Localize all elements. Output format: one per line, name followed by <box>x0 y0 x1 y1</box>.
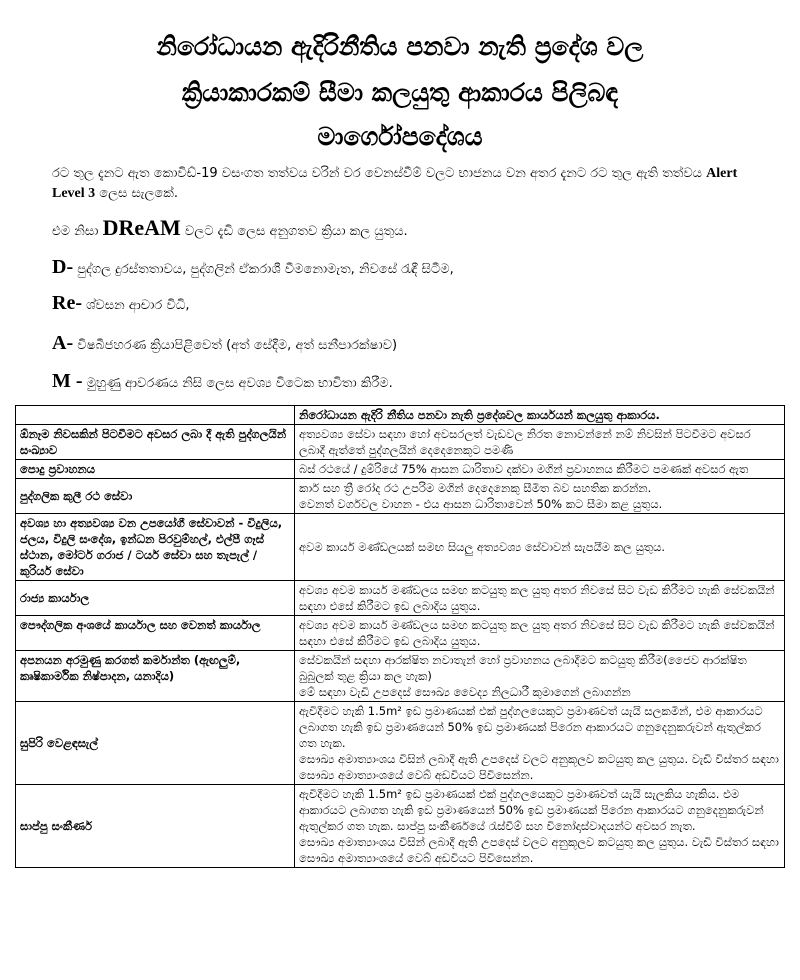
dream-word: DReAM <box>102 215 181 240</box>
dream-text: ශ්වසන ආචාර විධි, <box>81 298 190 313</box>
rule-line: සෞඛ්‍ය අමාත්‍යාංශය විසින් ලබාදී ඇති උපදෙස් වලට අනුකූලව කටයුතු කල යුතුය. වැඩි විස්තර සඳහා සෞඛ්‍ය අමාත්‍යාංශයේ වෙබ් අඩවියට පිවිසෙන්න. <box>299 752 779 782</box>
table-row <box>16 581 785 616</box>
dream-key: A- <box>52 332 74 354</box>
rule-line: අවශ්‍ය අවම කාර්ය මණ්ඩලය සමඟ කටයුතු කල යුතු අතර නිවසේ සිට වැඩ කිරීමට හැකි සේවකයින් සඳහා එසේ කිරීමට ඉඩ ලබාදිය යුතුය. <box>299 618 775 648</box>
rule-cell <box>295 479 785 514</box>
rule-cell <box>295 702 785 785</box>
dream-text: විෂබීජහරණ ක්‍රියාපිළිවෙත් (අත් සේදීම, අත් සනීපාරක්ෂාව) <box>73 338 398 353</box>
rule-cell <box>295 651 785 702</box>
table-row <box>16 425 785 460</box>
rule-line: මේ සඳහා වැඩි උපදෙස් සෞඛ්‍ය වෛද්‍ය නිලධාරී කුමාගෙන් ලබාගන්න <box>299 685 631 699</box>
table-header-row <box>16 406 785 425</box>
rule-line: සේවකයින් සඳහා ආරක්ෂිත නවාතැන් හෝ ප්‍රවාහනය ලබාදීමට කටයුතු කිරීම(ජෛව ආරක්ෂිත බුබුලක් තුළ ක්‍රියා කල හැක) <box>299 653 747 683</box>
rule-line: අවශ්‍ය අවම කාර්ය මණ්ඩලය සමඟ කටයුතු කල යුතු අතර නිවසේ සිට වැඩ කිරීමට හැකි සේවකයින් සඳහා එසේ කිරීමට ඉඩ ලබාදිය යුතුය. <box>299 583 775 613</box>
sector-cell: සුපිරි වෙළඳසැල් <box>16 702 295 785</box>
rule-cell <box>295 514 785 581</box>
title-line-3: මාර්ගෝපදේශය <box>317 122 483 151</box>
sector-cell: අපනයන අරමුණු කරගත් කර්මාන්ත (ඇඟලුම්, කෘෂිකාර්මික නිෂ්පාදන, යනාදිය) <box>16 651 295 702</box>
dream-item-d <box>52 256 752 279</box>
sector-cell: ඕනෑම නිවසකින් පිටවීමට අවසර ලබා දී ඇති පුද්ගලයින් සංඛ්‍යාව <box>16 425 295 460</box>
dream-item-re <box>52 292 752 315</box>
table-row <box>16 616 785 651</box>
rule-cell <box>295 616 785 651</box>
table-row <box>16 460 785 479</box>
sector-cell: රාජ්‍ය කාර්යාල <box>16 581 295 616</box>
intro-suffix: ලෙස සැලකේ. <box>95 186 178 201</box>
dream-key: Re- <box>52 292 82 314</box>
dream-item-a <box>52 332 752 355</box>
header-cell-sector <box>16 406 295 425</box>
rule-line: අවම කාර්ය මණ්ඩලයක් සමඟ සියලු අත්‍යවශ්‍ය සේවාවන් සැපයීම කල යුතුය. <box>299 540 666 554</box>
intro-paragraph <box>52 164 752 204</box>
title-line-1: නිරෝධායන ඇදිරිනීතිය පනවා නැති ප්‍රදේශ වල <box>156 32 644 61</box>
dream-text: පුද්ගල දුරස්තතාවය, පුද්ගලින් ඒකරාශී වීමනොමැත, නිවසේ රැඳී සිටීම, <box>73 262 454 277</box>
sector-cell: පොදු ප්‍රවාහනය <box>16 460 295 479</box>
table-row <box>16 514 785 581</box>
dream-item-m <box>52 370 752 393</box>
rule-line: වෙනත් වර්ගවල වාහන - එය ආසන ධාරිතාවෙන් 50% කට සීමා කළ යුතුය. <box>299 497 663 511</box>
rule-line: ඇවිදීමට හැකි 1.5m² ඉඩ ප්‍රමාණයක් එක් පුද්ගලයෙකුට ප්‍රමාණවත් යැයි සලකමින්, එම ආකාරයට ලබාගත හැකි ඉඩ ප්‍රමාණයෙන් 50% ඉඩ ප්‍රමාණයක් පිරෙන ආකාරයට ගනුදෙනුකරුවන් ඇතුල්කර ගත හැක. <box>299 704 763 750</box>
table-row <box>16 785 785 868</box>
rule-line: කාර් සහ ත්‍රී රෝද රථ උපරිම මගින් දෙදෙනෙකු සීමිත බව සහතික කරන්න. <box>299 481 652 495</box>
table-row <box>16 702 785 785</box>
dream-prefix: එම නිසා <box>52 224 103 239</box>
alert-level: Alert Level 3 <box>52 166 738 201</box>
table-row <box>16 651 785 702</box>
sector-cell: අවශ්‍ය හා අත්‍යවශ්‍ය වන උපයෝගී සේවාවන් - විදුලිය, ජලය, විදුලි සංදේශ, ඉන්ධන පිරවුම්හල්, එල්පී ගෑස් ස්ථාන, මෝටර් ගරාජ / ටයර් සේවා සහ තැපැල් / කුරියර් සේවා <box>16 514 295 581</box>
rule-line: ඇවිදීමට හැකි 1.5m² ඉඩ ප්‍රමාණයක් එක් පුද්ගලයෙකුට ප්‍රමාණවත් යැයි සැලකිය හැකිය. එම ආකාරයට ලබාගත හැකි ඉඩ ප්‍රමාණයෙන් 50% ඉඩ ප්‍රමාණයක් පිරෙන ආකාරයට ගනුදෙනුකරුවන් ඇතුල්කර ගත හැක. සාප්පු සංකීර්ණයේ රැස්වීම් සහ විනෝදාස්වාදයන්ට අවසර නැත. <box>299 787 764 833</box>
rule-cell <box>295 785 785 868</box>
sector-cell: පෞද්ගලික අංශයේ කාර්යාල සහ වෙනත් කාර්යාල <box>16 616 295 651</box>
rule-line: බස් රථයේ / දුම්රියේ 75% ආසන ධාරිතාව දක්වා මගින් ප්‍රවාහනය කිරීමට පමණක් අවසර ඇත <box>299 462 749 476</box>
dream-key: D- <box>52 256 74 278</box>
dream-intro <box>52 215 752 242</box>
intro-text: රට තුල දැනට ඇත කොවිඩ්-19 වසංගත තත්වය වරින් වර වෙනස්වීම් වලට භාජනය වන අතර දැනට රට තුල ඇති තත්වය <box>52 166 707 181</box>
rule-line: අත්‍යවශ්‍ය සේවා සඳහා හෝ අවසරලත් වැඩවල නිරත නොවන්නේ නම් නිවසින් පිටවීමට අවසර ලබාදී ඇත්තේ පුද්ගලයින් දෙදෙනෙකුට පමණි <box>299 427 751 457</box>
rule-line: සෞඛ්‍ය අමාත්‍යාංශය විසින් ලබාදී ඇති උපදෙස් වලට අනුකූලව කටයුතු කල යුතුය. වැඩි විස්තර සඳහා සෞඛ්‍ය අමාත්‍යාංශයේ වෙබ් අඩවියට පිවිසෙන්න. <box>299 835 779 865</box>
sector-cell: පුද්ගලික කුලී රථ සේවා <box>16 479 295 514</box>
table-row <box>16 479 785 514</box>
rule-cell <box>295 581 785 616</box>
dream-text: මුහුණු ආවරණය නිසි ලෙස අවශ්‍ය විටෙක භාවිතා කිරීම. <box>82 376 393 391</box>
header-cell-rule: නිරෝධායන ඇදිරි නීතිය පනවා නැති ප්‍රදේශවල කාර්යයන් කලයුතු ආකාරය. <box>295 406 785 425</box>
rule-cell <box>295 460 785 479</box>
rule-cell <box>295 425 785 460</box>
dream-key: M - <box>52 370 83 392</box>
rules-table <box>15 405 785 868</box>
title-line-2: ක්‍රියාකාරකම් සීමා කලයුතු ආකාරය පිලිබඳ <box>181 78 619 107</box>
sector-cell: සාප්පු සංකීර්ණ <box>16 785 295 868</box>
dream-suffix: වලට දැඩි ලෙස අනුගතව ක්‍රියා කල යුතුය. <box>180 224 408 239</box>
